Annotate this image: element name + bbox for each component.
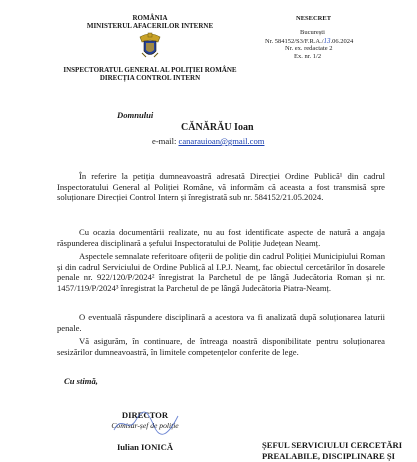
paragraph-2: Cu ocazia documentării realizate, nu au fost identificate aspecte de natură a angaja răspunderea disciplinară a șefului Inspectoratului de Poliție Județean Neamț. [57, 227, 385, 248]
footer-line-2: PREALABILE, DISCIPLINARE ȘI [262, 451, 395, 461]
recipient-email [152, 136, 264, 146]
email-label: e-mail: [152, 136, 177, 146]
registration-date-suffix: .06.2024 [330, 38, 354, 45]
paragraph-3: Aspectele semnalate referitoare ofițerii de poliție din cadrul Poliției Municipiului Roman și din cadrul Serviciului de Ordine Publică al I.P.J. Neamț, fac obiectul cercetărilor în dosarele penale nr. 922/120/P/2024² înregistrat la Parchetul de pe lângă Judecătoria Roman și nr. 1457/119/P/2024³ înregistrat la Parchetul de pe lângă Judecătoria Piatra-Neamț. [57, 251, 385, 293]
handwritten-signature-icon [108, 408, 188, 438]
paragraph-4: O eventuală răspundere disciplinară a acestora va fi analizată după soluționarea laturii penale. [57, 312, 385, 333]
signatory-title: DIRECTOR [121, 410, 169, 420]
copy-count: Nr. ex. redactate 2 [285, 45, 333, 52]
registration-number-text: Nr. 584152/S3/F.R.A./ [265, 38, 324, 45]
paragraph-5: Vă asigurăm, în continuare, de întreaga noastră disponibilitate pentru soluționarea sesizărilor dumneavoastră, în limitele competențelor conferite de lege. [57, 336, 385, 357]
email-link[interactable]: canarauioan@gmail.com [178, 136, 265, 146]
handwritten-day: 13 [323, 37, 331, 45]
footer-line-1: ȘEFUL SERVICIULUI CERCETĂRI [262, 440, 403, 450]
salutation: Domnului [117, 110, 154, 120]
copy-number: Ex. nr. 1/2 [294, 53, 322, 60]
directorate-name: DIRECȚIA CONTROL INTERN [99, 74, 201, 82]
signatory-name: Iulian IONICĂ [116, 442, 174, 452]
coat-of-arms-icon [138, 31, 162, 61]
signatory-rank: Comisar-șef de poliție [111, 421, 179, 430]
inspectorate-name: INSPECTORATUL GENERAL AL POLIȚIEI ROMÂNE [63, 66, 237, 74]
ministry-name: MINISTERUL AFACERILOR INTERNE [86, 22, 214, 30]
classification-city: București [300, 29, 325, 36]
closing-regards: Cu stimă, [64, 376, 98, 386]
recipient-name: CĂNĂRĂU Ioan [181, 122, 254, 133]
country-name: ROMÂNIA [132, 14, 168, 22]
paragraph-1: În referire la petiția dumneavoastră adresată Direcției Ordine Publică¹ din cadrul Inspectoratului General al Poliției Române, vă informăm că aceasta a fost transmisă spre soluționare Direcției Control Intern și înregistrată sub nr. 584152/21.05.2024. [57, 171, 385, 203]
classification-status: NESECRET [296, 15, 332, 22]
